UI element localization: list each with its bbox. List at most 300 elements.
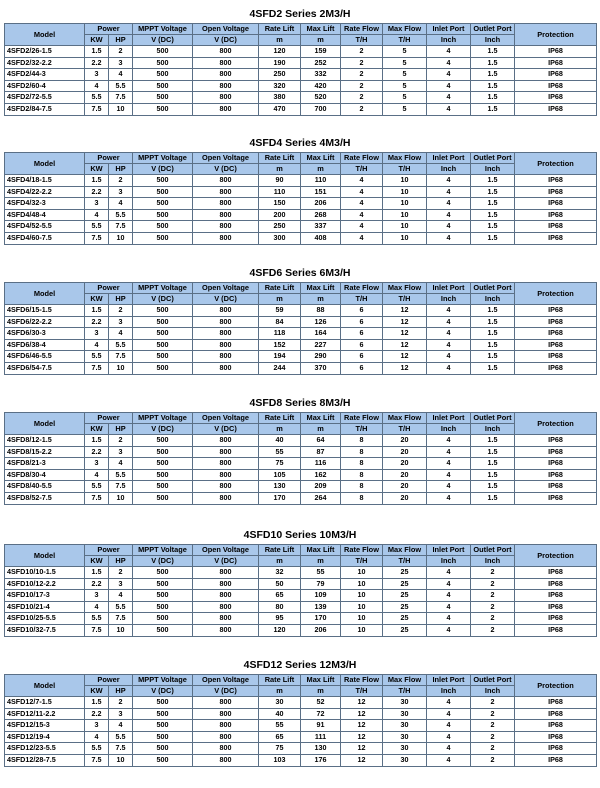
cell-inlet: 4 [427, 351, 471, 363]
header-inlet-port: Inlet Port [427, 153, 471, 164]
series-title: 4SFD8 Series 8M3/H [249, 397, 351, 409]
cell-inlet: 4 [427, 708, 471, 720]
cell-inlet: 4 [427, 743, 471, 755]
header-unit: V (DC) [133, 35, 193, 46]
cell-mppt: 500 [133, 481, 193, 493]
cell-outlet: 1.5 [471, 305, 515, 317]
cell-protection: IP68 [515, 351, 597, 363]
cell-inlet: 4 [427, 316, 471, 328]
table-row [5, 435, 597, 447]
header-rate-lift: Rate Lift [259, 545, 301, 556]
header-power: Power [85, 24, 133, 35]
cell-protection: IP68 [515, 601, 597, 613]
cell-inlet: 4 [427, 624, 471, 636]
cell-rate-lift: 90 [259, 175, 301, 187]
header-unit: V (DC) [193, 686, 259, 697]
cell-rate-lift: 95 [259, 613, 301, 625]
cell-max-lift: 130 [301, 743, 341, 755]
cell-outlet: 1.5 [471, 339, 515, 351]
cell-rate-lift: 320 [259, 80, 301, 92]
header-unit: Inch [471, 556, 515, 567]
cell-inlet: 4 [427, 186, 471, 198]
header-rate-flow: Rate Flow [341, 413, 383, 424]
cell-max-lift: 151 [301, 186, 341, 198]
cell-protection: IP68 [515, 198, 597, 210]
cell-protection: IP68 [515, 362, 597, 374]
cell-open: 800 [193, 69, 259, 81]
header-unit: V (DC) [193, 424, 259, 435]
cell-outlet: 2 [471, 578, 515, 590]
cell-inlet: 4 [427, 175, 471, 187]
header-unit: Inch [471, 294, 515, 305]
cell-protection: IP68 [515, 435, 597, 447]
cell-model: 4SFD4/18-1.5 [5, 175, 85, 187]
cell-max-flow: 5 [383, 57, 427, 69]
cell-kw: 7.5 [85, 232, 109, 244]
cell-protection: IP68 [515, 697, 597, 709]
header-unit: Inch [471, 424, 515, 435]
header-model: Model [5, 545, 85, 567]
header-inlet-port: Inlet Port [427, 545, 471, 556]
cell-kw: 2.2 [85, 578, 109, 590]
series-title: 4SFD12 Series 12M3/H [243, 659, 357, 671]
cell-inlet: 4 [427, 613, 471, 625]
cell-kw: 4 [85, 209, 109, 221]
cell-kw: 2.2 [85, 316, 109, 328]
cell-mppt: 500 [133, 578, 193, 590]
cell-max-flow: 10 [383, 186, 427, 198]
cell-max-lift: 252 [301, 57, 341, 69]
header-unit: T/H [383, 294, 427, 305]
cell-model: 4SFD12/23-5.5 [5, 743, 85, 755]
cell-mppt: 500 [133, 80, 193, 92]
table-row [5, 57, 597, 69]
cell-kw: 5.5 [85, 613, 109, 625]
spec-table [4, 23, 597, 116]
cell-model: 4SFD12/28-7.5 [5, 754, 85, 766]
cell-max-lift: 170 [301, 613, 341, 625]
cell-hp: 10 [109, 232, 133, 244]
cell-kw: 3 [85, 590, 109, 602]
header-max-flow: Max Flow [383, 153, 427, 164]
header-unit: V (DC) [133, 164, 193, 175]
header-power: Power [85, 545, 133, 556]
cell-model: 4SFD8/52-7.5 [5, 492, 85, 504]
cell-protection: IP68 [515, 624, 597, 636]
cell-hp: 10 [109, 362, 133, 374]
cell-mppt: 500 [133, 103, 193, 115]
header-outlet-port: Outlet Port [471, 153, 515, 164]
header-unit: T/H [341, 35, 383, 46]
cell-rate-lift: 118 [259, 328, 301, 340]
cell-rate-lift: 170 [259, 492, 301, 504]
cell-hp: 4 [109, 590, 133, 602]
cell-mppt: 500 [133, 351, 193, 363]
cell-inlet: 4 [427, 209, 471, 221]
header-unit: V (DC) [133, 556, 193, 567]
header-unit: m [301, 294, 341, 305]
cell-rate-flow: 12 [341, 743, 383, 755]
header-rate-flow: Rate Flow [341, 24, 383, 35]
header-outlet-port: Outlet Port [471, 24, 515, 35]
cell-protection: IP68 [515, 305, 597, 317]
cell-protection: IP68 [515, 316, 597, 328]
cell-protection: IP68 [515, 328, 597, 340]
header-rate-lift: Rate Lift [259, 24, 301, 35]
cell-rate-flow: 2 [341, 80, 383, 92]
cell-max-lift: 126 [301, 316, 341, 328]
cell-max-flow: 30 [383, 708, 427, 720]
header-unit: T/H [341, 294, 383, 305]
header-protection: Protection [515, 24, 597, 46]
cell-max-flow: 10 [383, 221, 427, 233]
cell-model: 4SFD8/21-3 [5, 458, 85, 470]
table-row [5, 590, 597, 602]
cell-kw: 2.2 [85, 708, 109, 720]
cell-protection: IP68 [515, 567, 597, 579]
cell-hp: 3 [109, 57, 133, 69]
series-block [4, 8, 596, 116]
cell-kw: 4 [85, 469, 109, 481]
cell-mppt: 500 [133, 198, 193, 210]
cell-rate-lift: 103 [259, 754, 301, 766]
cell-inlet: 4 [427, 697, 471, 709]
cell-max-flow: 10 [383, 198, 427, 210]
spec-table [4, 544, 597, 637]
cell-rate-flow: 6 [341, 362, 383, 374]
header-kw: KW [85, 556, 109, 567]
series-block [4, 267, 596, 375]
cell-max-flow: 30 [383, 754, 427, 766]
cell-hp: 5.5 [109, 469, 133, 481]
cell-outlet: 1.5 [471, 446, 515, 458]
cell-open: 800 [193, 613, 259, 625]
cell-model: 4SFD10/12-2.2 [5, 578, 85, 590]
header-unit: m [301, 35, 341, 46]
cell-max-flow: 12 [383, 339, 427, 351]
cell-rate-flow: 4 [341, 209, 383, 221]
cell-max-flow: 20 [383, 435, 427, 447]
cell-model: 4SFD6/15-1.5 [5, 305, 85, 317]
cell-hp: 4 [109, 720, 133, 732]
cell-max-flow: 25 [383, 567, 427, 579]
cell-inlet: 4 [427, 446, 471, 458]
cell-kw: 2.2 [85, 186, 109, 198]
cell-mppt: 500 [133, 492, 193, 504]
cell-max-lift: 227 [301, 339, 341, 351]
cell-outlet: 2 [471, 708, 515, 720]
header-protection: Protection [515, 413, 597, 435]
header-hp: HP [109, 686, 133, 697]
cell-mppt: 500 [133, 305, 193, 317]
table-row [5, 754, 597, 766]
cell-inlet: 4 [427, 46, 471, 58]
cell-max-flow: 10 [383, 209, 427, 221]
cell-max-flow: 25 [383, 601, 427, 613]
cell-kw: 7.5 [85, 492, 109, 504]
header-rate-lift: Rate Lift [259, 675, 301, 686]
cell-kw: 1.5 [85, 175, 109, 187]
cell-kw: 3 [85, 720, 109, 732]
cell-kw: 1.5 [85, 697, 109, 709]
cell-rate-lift: 65 [259, 731, 301, 743]
cell-mppt: 500 [133, 446, 193, 458]
cell-max-lift: 337 [301, 221, 341, 233]
table-row [5, 469, 597, 481]
cell-rate-flow: 12 [341, 754, 383, 766]
cell-open: 800 [193, 578, 259, 590]
cell-rate-flow: 10 [341, 590, 383, 602]
cell-model: 4SFD6/38-4 [5, 339, 85, 351]
cell-rate-flow: 12 [341, 697, 383, 709]
cell-kw: 3 [85, 69, 109, 81]
cell-rate-flow: 10 [341, 613, 383, 625]
cell-rate-lift: 152 [259, 339, 301, 351]
cell-hp: 5.5 [109, 339, 133, 351]
cell-rate-lift: 40 [259, 708, 301, 720]
cell-rate-flow: 4 [341, 175, 383, 187]
cell-outlet: 1.5 [471, 458, 515, 470]
cell-mppt: 500 [133, 232, 193, 244]
cell-model: 4SFD4/32-3 [5, 198, 85, 210]
cell-hp: 3 [109, 578, 133, 590]
cell-hp: 3 [109, 186, 133, 198]
header-power: Power [85, 675, 133, 686]
cell-kw: 4 [85, 731, 109, 743]
cell-rate-flow: 4 [341, 186, 383, 198]
series-block [4, 137, 596, 245]
cell-max-lift: 52 [301, 697, 341, 709]
header-unit: V (DC) [193, 35, 259, 46]
cell-hp: 5.5 [109, 80, 133, 92]
table-row [5, 316, 597, 328]
cell-kw: 5.5 [85, 351, 109, 363]
cell-max-flow: 25 [383, 613, 427, 625]
header-power: Power [85, 283, 133, 294]
cell-rate-flow: 8 [341, 481, 383, 493]
cell-inlet: 4 [427, 103, 471, 115]
header-unit: T/H [383, 164, 427, 175]
cell-max-flow: 5 [383, 46, 427, 58]
cell-open: 800 [193, 221, 259, 233]
cell-max-lift: 72 [301, 708, 341, 720]
header-unit: m [259, 164, 301, 175]
table-row [5, 69, 597, 81]
cell-inlet: 4 [427, 232, 471, 244]
header-unit: T/H [383, 686, 427, 697]
cell-max-flow: 12 [383, 328, 427, 340]
cell-protection: IP68 [515, 209, 597, 221]
cell-max-flow: 20 [383, 492, 427, 504]
cell-max-lift: 164 [301, 328, 341, 340]
cell-mppt: 500 [133, 567, 193, 579]
cell-max-lift: 55 [301, 567, 341, 579]
cell-rate-lift: 55 [259, 720, 301, 732]
cell-max-lift: 176 [301, 754, 341, 766]
cell-hp: 2 [109, 697, 133, 709]
header-max-lift: Max Lift [301, 24, 341, 35]
cell-max-flow: 20 [383, 458, 427, 470]
cell-hp: 7.5 [109, 351, 133, 363]
header-outlet-port: Outlet Port [471, 545, 515, 556]
cell-outlet: 1.5 [471, 481, 515, 493]
cell-inlet: 4 [427, 362, 471, 374]
cell-rate-lift: 250 [259, 69, 301, 81]
header-unit: m [301, 686, 341, 697]
cell-protection: IP68 [515, 103, 597, 115]
cell-rate-lift: 130 [259, 481, 301, 493]
cell-outlet: 2 [471, 754, 515, 766]
header-unit: Inch [427, 294, 471, 305]
cell-max-lift: 332 [301, 69, 341, 81]
cell-model: 4SFD2/60-4 [5, 80, 85, 92]
header-hp: HP [109, 35, 133, 46]
cell-model: 4SFD12/7-1.5 [5, 697, 85, 709]
header-open-voltage: Open Voltage [193, 675, 259, 686]
cell-rate-lift: 194 [259, 351, 301, 363]
cell-rate-flow: 6 [341, 316, 383, 328]
cell-model: 4SFD8/12-1.5 [5, 435, 85, 447]
cell-rate-lift: 50 [259, 578, 301, 590]
cell-hp: 5.5 [109, 209, 133, 221]
cell-kw: 1.5 [85, 305, 109, 317]
cell-rate-lift: 190 [259, 57, 301, 69]
table-row [5, 708, 597, 720]
cell-model: 4SFD2/84-7.5 [5, 103, 85, 115]
cell-mppt: 500 [133, 186, 193, 198]
cell-max-flow: 10 [383, 232, 427, 244]
cell-rate-flow: 6 [341, 305, 383, 317]
cell-rate-lift: 65 [259, 590, 301, 602]
cell-kw: 1.5 [85, 46, 109, 58]
cell-protection: IP68 [515, 469, 597, 481]
cell-rate-flow: 6 [341, 328, 383, 340]
cell-protection: IP68 [515, 492, 597, 504]
cell-outlet: 1.5 [471, 80, 515, 92]
header-unit: V (DC) [193, 294, 259, 305]
header-hp: HP [109, 424, 133, 435]
cell-outlet: 2 [471, 613, 515, 625]
cell-max-flow: 5 [383, 103, 427, 115]
cell-max-flow: 12 [383, 305, 427, 317]
cell-open: 800 [193, 567, 259, 579]
header-inlet-port: Inlet Port [427, 675, 471, 686]
cell-max-flow: 25 [383, 578, 427, 590]
header-max-flow: Max Flow [383, 413, 427, 424]
header-unit: m [301, 556, 341, 567]
cell-mppt: 500 [133, 339, 193, 351]
series-block [4, 529, 596, 637]
cell-open: 800 [193, 305, 259, 317]
cell-mppt: 500 [133, 469, 193, 481]
cell-max-flow: 5 [383, 69, 427, 81]
cell-inlet: 4 [427, 469, 471, 481]
cell-rate-flow: 8 [341, 446, 383, 458]
series-title: 4SFD6 Series 6M3/H [249, 267, 351, 279]
header-unit: T/H [383, 556, 427, 567]
cell-inlet: 4 [427, 754, 471, 766]
header-unit: Inch [427, 686, 471, 697]
cell-model: 4SFD4/48-4 [5, 209, 85, 221]
cell-outlet: 1.5 [471, 186, 515, 198]
cell-model: 4SFD6/46-5.5 [5, 351, 85, 363]
table-row [5, 720, 597, 732]
header-unit: Inch [471, 686, 515, 697]
cell-rate-flow: 2 [341, 46, 383, 58]
cell-mppt: 500 [133, 708, 193, 720]
cell-max-lift: 209 [301, 481, 341, 493]
cell-max-flow: 30 [383, 743, 427, 755]
cell-model: 4SFD2/44-3 [5, 69, 85, 81]
cell-outlet: 1.5 [471, 103, 515, 115]
cell-outlet: 1.5 [471, 351, 515, 363]
cell-max-lift: 159 [301, 46, 341, 58]
cell-open: 800 [193, 720, 259, 732]
cell-open: 800 [193, 743, 259, 755]
cell-max-flow: 12 [383, 362, 427, 374]
header-unit: V (DC) [133, 424, 193, 435]
cell-max-lift: 420 [301, 80, 341, 92]
cell-rate-flow: 12 [341, 720, 383, 732]
cell-max-lift: 87 [301, 446, 341, 458]
header-max-flow: Max Flow [383, 545, 427, 556]
cell-outlet: 1.5 [471, 57, 515, 69]
cell-rate-lift: 380 [259, 92, 301, 104]
cell-open: 800 [193, 697, 259, 709]
cell-max-flow: 20 [383, 446, 427, 458]
table-row [5, 92, 597, 104]
cell-kw: 4 [85, 601, 109, 613]
header-max-flow: Max Flow [383, 283, 427, 294]
cell-open: 800 [193, 316, 259, 328]
cell-hp: 4 [109, 458, 133, 470]
cell-model: 4SFD10/21-4 [5, 601, 85, 613]
cell-outlet: 1.5 [471, 69, 515, 81]
cell-rate-flow: 12 [341, 708, 383, 720]
header-rate-lift: Rate Lift [259, 413, 301, 424]
cell-model: 4SFD6/30-3 [5, 328, 85, 340]
cell-max-lift: 700 [301, 103, 341, 115]
header-unit: V (DC) [133, 686, 193, 697]
cell-max-flow: 20 [383, 469, 427, 481]
series-title: 4SFD2 Series 2M3/H [249, 8, 351, 20]
cell-mppt: 500 [133, 601, 193, 613]
cell-mppt: 500 [133, 624, 193, 636]
cell-outlet: 1.5 [471, 316, 515, 328]
cell-protection: IP68 [515, 720, 597, 732]
header-open-voltage: Open Voltage [193, 545, 259, 556]
cell-rate-lift: 32 [259, 567, 301, 579]
cell-rate-flow: 6 [341, 351, 383, 363]
cell-model: 4SFD4/60-7.5 [5, 232, 85, 244]
cell-mppt: 500 [133, 92, 193, 104]
header-unit: m [259, 556, 301, 567]
header-unit: Inch [427, 424, 471, 435]
table-row [5, 601, 597, 613]
cell-kw: 5.5 [85, 221, 109, 233]
header-unit: T/H [341, 424, 383, 435]
table-row [5, 613, 597, 625]
cell-rate-lift: 120 [259, 46, 301, 58]
cell-max-lift: 79 [301, 578, 341, 590]
cell-open: 800 [193, 754, 259, 766]
cell-open: 800 [193, 57, 259, 69]
cell-kw: 7.5 [85, 754, 109, 766]
cell-hp: 2 [109, 175, 133, 187]
cell-inlet: 4 [427, 720, 471, 732]
series-block [4, 397, 596, 505]
cell-max-lift: 64 [301, 435, 341, 447]
